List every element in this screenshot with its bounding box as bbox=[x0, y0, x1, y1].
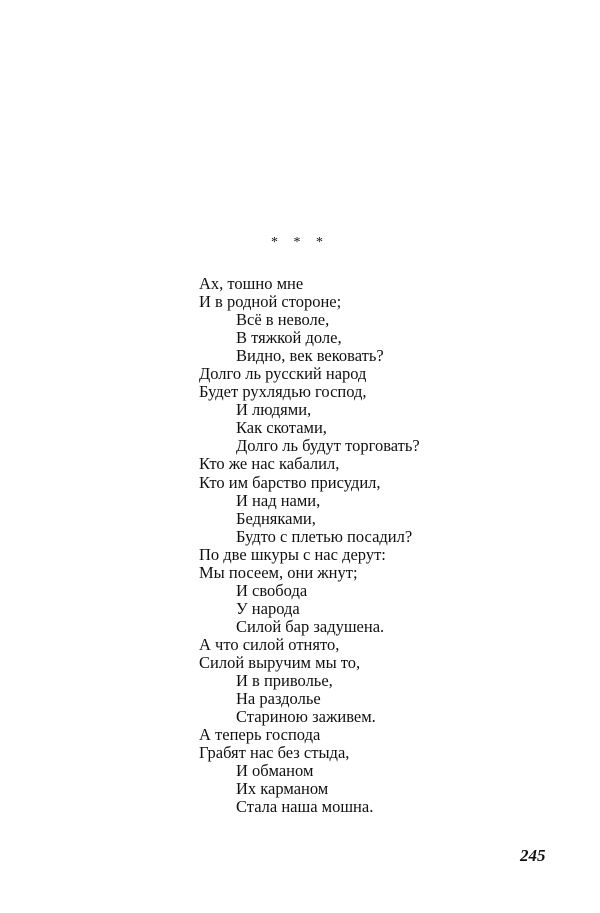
poem-line: А теперь господа bbox=[199, 725, 321, 745]
poem-line: И обманом bbox=[236, 761, 314, 781]
poem-line: Кто же нас кабалил, bbox=[199, 454, 340, 474]
poem-line: У народа bbox=[236, 598, 300, 618]
poem-line: И над нами, bbox=[236, 490, 321, 510]
poem-line: На раздолье bbox=[236, 689, 321, 709]
poem-line: Как скотами, bbox=[236, 418, 327, 438]
poem-line: Долго ль будут торговать? bbox=[236, 436, 420, 456]
poem-line: А что силой отнято, bbox=[199, 634, 340, 654]
poem-line: Долго ль русский народ bbox=[199, 364, 367, 384]
poem-line: И в родной стороне; bbox=[199, 292, 342, 312]
poem-line: Мы посеем, они жнут; bbox=[199, 562, 358, 582]
poem-line: Видно, век вековать? bbox=[236, 346, 384, 366]
poem-line: И в приволье, bbox=[236, 671, 333, 691]
poem-line: Ах, тошно мне bbox=[199, 274, 304, 293]
poem-line: Будет рухлядью господ, bbox=[199, 382, 367, 402]
poem-line: И свобода bbox=[236, 580, 308, 600]
poem-line: По две шкуры с нас дерут: bbox=[199, 544, 386, 564]
poem-line: Будто с плетью посадил? bbox=[236, 526, 413, 546]
poem-line: Стариною заживем. bbox=[236, 707, 376, 727]
poem-line: Их карманом bbox=[236, 779, 329, 799]
poem-body bbox=[199, 275, 559, 816]
poem-line: Бедняками, bbox=[236, 508, 316, 528]
poem-line: В тяжкой доле, bbox=[236, 328, 342, 348]
poem-line: Всё в неволе, bbox=[236, 310, 330, 330]
poem-line: Силой бар задушена. bbox=[236, 616, 385, 636]
section-separator: * * * bbox=[271, 235, 329, 250]
poem-line: Кто им барство присудил, bbox=[199, 472, 381, 492]
page-number: 245 bbox=[520, 846, 546, 865]
poem-line: Силой выручим мы то, bbox=[199, 652, 361, 672]
poem-line: И людями, bbox=[236, 400, 312, 420]
poem-line: Грабят нас без стыда, bbox=[199, 743, 350, 763]
poem-line: Стала наша мошна. bbox=[236, 797, 374, 817]
